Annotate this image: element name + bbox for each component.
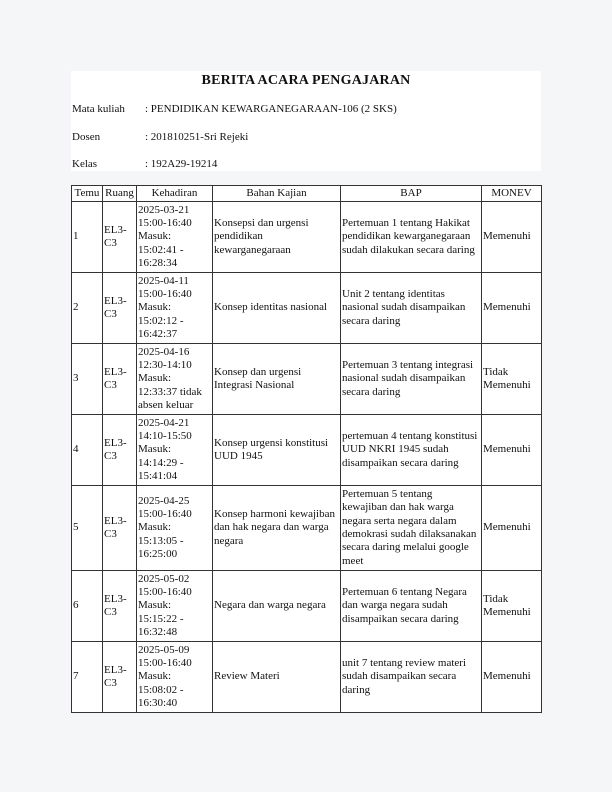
table-row — [72, 486, 542, 571]
kehadiran-tanggal: 2025-04-11 — [138, 274, 189, 287]
kehadiran-tanggal: 2025-05-09 — [138, 643, 190, 656]
dosen-label: Dosen — [72, 131, 101, 143]
cell-kehadiran — [137, 415, 213, 486]
bap-table — [71, 185, 542, 713]
cell-bahan-kajian: Negara dan warga negara — [213, 571, 341, 642]
cell-monev: Memenuhi — [482, 202, 542, 273]
mata-kuliah-label: Mata kuliah — [72, 103, 125, 115]
cell-bap: Unit 2 tentang identitas nasional sudah disampaikan secara daring — [341, 273, 482, 344]
cell-monev: Memenuhi — [482, 486, 542, 571]
cell-ruang: EL3-C3 — [103, 344, 137, 415]
cell-bahan-kajian: Review Materi — [213, 642, 341, 713]
kehadiran-masuk: Masuk: 15:02:41 - 16:28:34 — [138, 230, 184, 269]
kehadiran-jam: 15:00-16:40 — [138, 586, 192, 599]
kehadiran-tanggal: 2025-04-16 — [138, 345, 190, 358]
cell-temu: 2 — [72, 273, 103, 344]
document-header — [71, 71, 541, 171]
table-row — [72, 415, 542, 486]
kehadiran-masuk: Masuk: 15:08:02 - 16:30:40 — [138, 670, 184, 709]
cell-monev: Tidak Memenuhi — [482, 344, 542, 415]
cell-bahan-kajian: Konsepsi dan urgensi pendidikan kewarganegaraan — [213, 202, 341, 273]
cell-ruang: EL3-C3 — [103, 486, 137, 571]
cell-ruang: EL3-C3 — [103, 273, 137, 344]
cell-ruang: EL3-C3 — [103, 415, 137, 486]
header-bap: BAP — [341, 186, 482, 202]
kehadiran-tanggal: 2025-04-25 — [138, 494, 190, 507]
kehadiran-jam: 15:00-16:40 — [138, 217, 192, 230]
cell-kehadiran — [137, 486, 213, 571]
header-kehadiran: Kehadiran — [137, 186, 213, 202]
table-row — [72, 273, 542, 344]
cell-bahan-kajian: Konsep urgensi konstitusi UUD 1945 — [213, 415, 341, 486]
kehadiran-jam: 15:00-16:40 — [138, 288, 192, 301]
cell-monev: Memenuhi — [482, 415, 542, 486]
header-bahan-kajian: Bahan Kajian — [213, 186, 341, 202]
table-row — [72, 571, 542, 642]
cell-temu: 7 — [72, 642, 103, 713]
cell-bap: Pertemuan 6 tentang Negara dan warga negara sudah disampaikan secara daring — [341, 571, 482, 642]
kehadiran-masuk: Masuk: 15:15:22 - 16:32:48 — [138, 599, 184, 638]
cell-kehadiran — [137, 344, 213, 415]
kehadiran-masuk: Masuk: 12:33:37 tidak absen keluar — [138, 372, 202, 411]
table-row — [72, 344, 542, 415]
cell-monev: Tidak Memenuhi — [482, 571, 542, 642]
cell-temu: 6 — [72, 571, 103, 642]
cell-monev: Memenuhi — [482, 273, 542, 344]
kelas-label: Kelas — [72, 158, 98, 170]
cell-bahan-kajian: Konsep dan urgensi Integrasi Nasional — [213, 344, 341, 415]
cell-temu: 4 — [72, 415, 103, 486]
kelas-value: : 192A29-19214 — [145, 158, 218, 170]
kehadiran-tanggal: 2025-04-21 — [138, 416, 190, 429]
cell-bap: unit 7 tentang review materi sudah disampaikan secara daring — [341, 642, 482, 713]
cell-temu: 5 — [72, 486, 103, 571]
table-row — [72, 202, 542, 273]
cell-kehadiran — [137, 642, 213, 713]
page-title: BERITA ACARA PENGAJARAN — [201, 73, 411, 88]
cell-ruang: EL3-C3 — [103, 642, 137, 713]
kehadiran-masuk: Masuk: 15:02:12 - 16:42:37 — [138, 301, 184, 340]
header-ruang: Ruang — [103, 186, 137, 202]
header-temu: Temu — [72, 186, 103, 202]
cell-temu: 3 — [72, 344, 103, 415]
kehadiran-masuk: Masuk: 14:14:29 - 15:41:04 — [138, 443, 184, 482]
kehadiran-masuk: Masuk: 15:13:05 - 16:25:00 — [138, 521, 184, 560]
mata-kuliah-value: : PENDIDIKAN KEWARGANEGARAAN-106 (2 SKS) — [145, 103, 397, 115]
cell-monev: Memenuhi — [482, 642, 542, 713]
cell-bap: pertemuan 4 tentang konstitusi UUD NKRI 1945 sudah disampaikan secara daring — [341, 415, 482, 486]
header-monev: MONEV — [482, 186, 542, 202]
kehadiran-jam: 15:00-16:40 — [138, 508, 192, 521]
cell-bahan-kajian: Konsep harmoni kewajiban dan hak negara dan warga negara — [213, 486, 341, 571]
cell-kehadiran — [137, 273, 213, 344]
cell-ruang: EL3-C3 — [103, 571, 137, 642]
kehadiran-tanggal: 2025-03-21 — [138, 203, 190, 216]
cell-bap: Pertemuan 3 tentang integrasi nasional sudah disampaikan secara daring — [341, 344, 482, 415]
cell-kehadiran — [137, 202, 213, 273]
table-header-row — [72, 186, 542, 202]
cell-kehadiran — [137, 571, 213, 642]
kehadiran-jam: 15:00-16:40 — [138, 657, 192, 670]
cell-bahan-kajian: Konsep identitas nasional — [213, 273, 341, 344]
cell-bap: Pertemuan 1 tentang Hakikat pendidikan kewarganegaraan sudah dilakukan secara daring — [341, 202, 482, 273]
cell-temu: 1 — [72, 202, 103, 273]
kehadiran-tanggal: 2025-05-02 — [138, 572, 190, 585]
cell-ruang: EL3-C3 — [103, 202, 137, 273]
dosen-value: : 201810251-Sri Rejeki — [145, 131, 249, 143]
cell-bap: Pertemuan 5 tentang kewajiban dan hak warga negara serta negara dalam demokrasi sudah dilaksanakan secara daring melalui google meet — [341, 486, 482, 571]
kehadiran-jam: 12:30-14:10 — [138, 359, 192, 372]
kehadiran-jam: 14:10-15:50 — [138, 430, 192, 443]
table-row — [72, 642, 542, 713]
